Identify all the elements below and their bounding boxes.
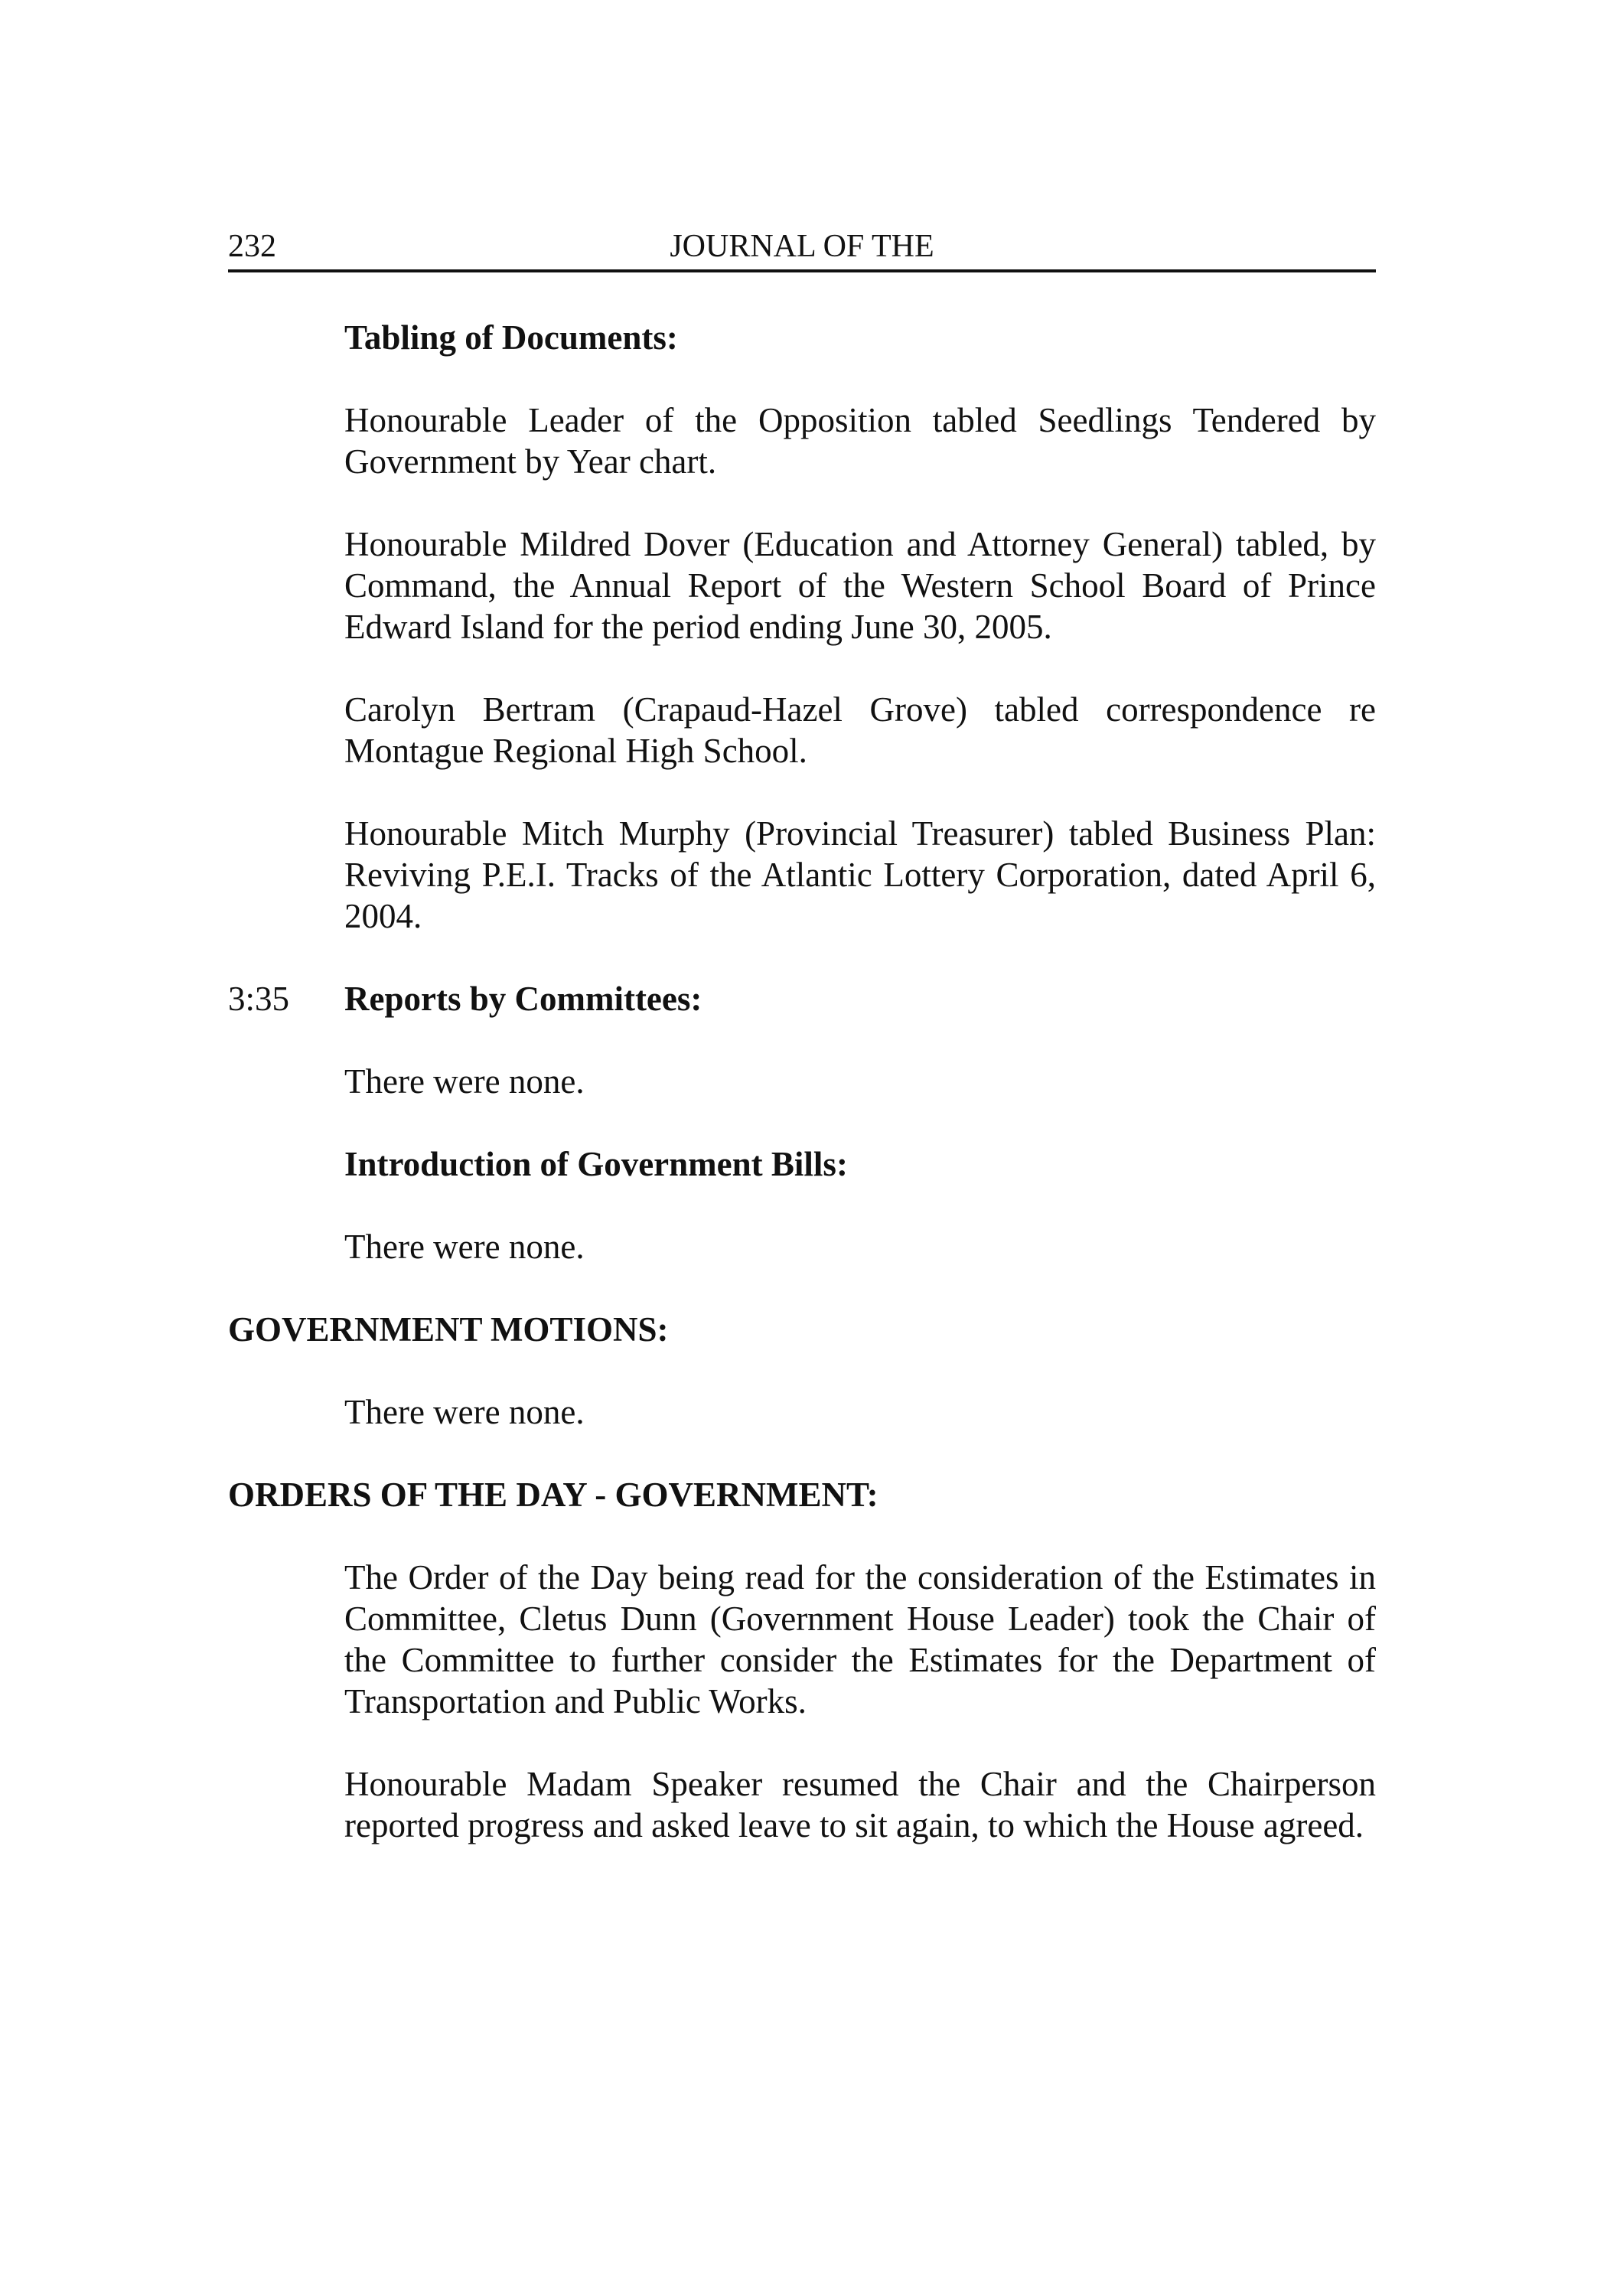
page-number: 232	[228, 229, 276, 264]
tabling-paragraph-dover: Honourable Mildred Dover (Education and Attorney General) tabled, by Command, the Annual Report of the Western School Board of Prince Edward Island for the period ending June 30, 2005.	[344, 525, 1376, 646]
government-bills-heading: Introduction of Government Bills:	[344, 1145, 848, 1183]
orders-paragraph-speaker: Honourable Madam Speaker resumed the Chair and the Chairperson reported progress and asked leave to sit again, to which the House agreed.	[344, 1765, 1376, 1844]
tabling-paragraph-bertram: Carolyn Bertram (Crapaud-Hazel Grove) tabled correspondence re Montague Regional High School.	[344, 690, 1376, 770]
tabling-paragraph-opposition: Honourable Leader of the Opposition tabled Seedlings Tendered by Government by Year chart.	[344, 401, 1376, 481]
running-title: JOURNAL OF THE	[670, 229, 934, 264]
running-header	[228, 223, 1376, 272]
orders-of-the-day-heading: ORDERS OF THE DAY - GOVERNMENT:	[228, 1476, 878, 1514]
orders-paragraph-committee: The Order of the Day being read for the consideration of the Estimates in Committee, Cletus Dunn (Government House Leader) took the Chair of the Committee to further consider the Estimates for the Department of Transportation and Public Works.	[344, 1558, 1376, 1720]
tabling-paragraph-murphy: Honourable Mitch Murphy (Provincial Treasurer) tabled Business Plan: Reviving P.E.I. Tracks of the Atlantic Lottery Corporation, dated April 6, 2004.	[344, 814, 1376, 935]
government-bills-body: There were none.	[344, 1228, 585, 1266]
government-motions-body: There were none.	[344, 1393, 585, 1431]
reports-body: There were none.	[344, 1062, 585, 1101]
tabling-heading: Tabling of Documents:	[344, 318, 678, 357]
reports-heading: Reports by Committees:	[344, 980, 702, 1018]
government-motions-heading: GOVERNMENT MOTIONS:	[228, 1310, 669, 1349]
time-marker: 3:35	[228, 980, 290, 1018]
